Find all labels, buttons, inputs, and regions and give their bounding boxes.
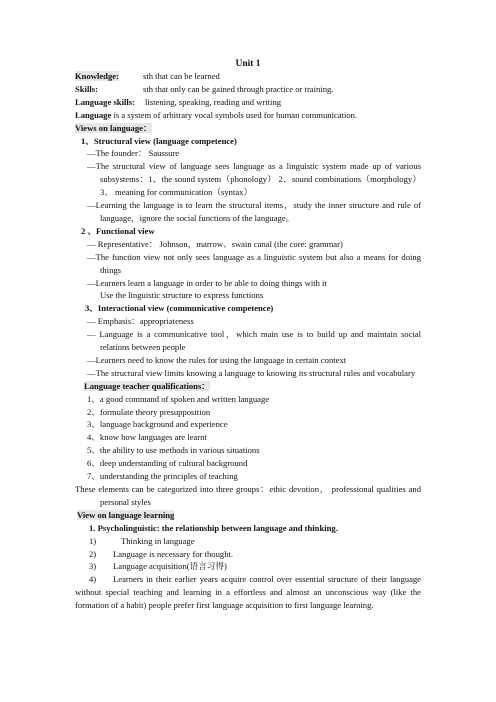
- content-block: [75, 70, 421, 612]
- langskills-text: listening, speaking, reading and writing: [145, 96, 282, 107]
- qualification-item: 4、know how languages are learnt: [87, 432, 207, 443]
- def-language-skills: [75, 96, 421, 109]
- structural-founder: —The founder： Saussure: [87, 148, 180, 159]
- qualification-item: 5、the ability to use methods in various situations: [87, 445, 260, 456]
- functional-heading: 2 、Functional view: [81, 225, 155, 236]
- interactional-heading: 3、Interactional view (communicative competence): [85, 303, 274, 314]
- def-language: [75, 109, 421, 122]
- list-item: [75, 535, 421, 548]
- knowledge-text: sth that can be learned: [143, 71, 220, 81]
- language-text: is a system of arbitrary vocal symbols used for human communication.: [111, 109, 358, 120]
- functional-learners: —Learners learn a language in order to be able to doing things with it: [87, 277, 327, 288]
- qualification-item: 1、a good command of spoken and written language: [87, 393, 270, 404]
- language-label: Language: [75, 109, 112, 120]
- list-item-number: 2): [89, 548, 97, 559]
- structural-learning: —Learning the language is to learn the structural items，study the inner structure and rule of language，ignore the social functions of the language。: [87, 200, 421, 223]
- list-item: [75, 573, 421, 612]
- def-knowledge: [75, 70, 421, 83]
- views-heading: Views on language：: [75, 122, 152, 133]
- list-item-text: Learners in their earlier years acquire control over essential structure of their language without special teaching and learning in a effortless and almost an unconscious way (like the formation of a habit) people prefer first language acquisition to first language learning.: [75, 574, 421, 611]
- qualifications-heading: Language teacher qualifications：: [84, 380, 210, 391]
- structural-heading: 1、Structural view (language competence): [81, 135, 237, 146]
- qualification-item: 3、language background and experience: [87, 419, 228, 430]
- list-item-text: Thinking in language: [121, 535, 195, 546]
- list-item-number: 1): [89, 535, 97, 546]
- views-heading-row: [75, 122, 421, 135]
- skills-text: sth that only can be gained through practice or training.: [143, 83, 334, 94]
- qualification-item: 7、understanding the principles of teaching: [87, 471, 238, 482]
- functional-use: Use the linguistic structure to express functions: [100, 290, 264, 301]
- qualifications-heading-row: [75, 380, 421, 393]
- list-item-number: 3): [89, 561, 97, 572]
- interactional-desc: — Language is a communicative tool，which main use is to build up and maintain social relations between people: [87, 329, 421, 353]
- psycholinguistic-heading: 1. Psycholinguistic: the relationship between language and thinking.: [89, 522, 338, 533]
- list-item-text: Language is necessary for thought.: [113, 548, 234, 559]
- interactional-structural: —The structural view limits knowing a language to knowing its structural rules and vocabulary: [87, 367, 416, 378]
- list-item-text: Language acquisition(语言习得): [113, 561, 227, 572]
- list-item: [75, 548, 421, 561]
- list-item: [75, 560, 421, 573]
- page-title: Unit 1: [235, 59, 261, 69]
- skills-label: Skills:: [75, 83, 98, 94]
- interactional-emphasis: — Emphasis：appropriateness: [87, 316, 194, 327]
- knowledge-label: Knowledge:: [75, 71, 119, 81]
- interactional-learners: —Learners need to know the rules for using the language in certain context: [87, 354, 347, 365]
- langskills-label: Language skills:: [75, 96, 135, 107]
- functional-desc: —The function view not only sees language as a linguistic system but also a means for doing things: [87, 251, 421, 275]
- structural-desc: —The structural view of language sees language as a linguistic system made up of various subsystems：1、the sound system（phonology） 2、sound combinations（morphology） 3、 meaning for communication（syntax）: [87, 161, 421, 198]
- qualification-item: 6、deep understanding of cultural background: [87, 458, 248, 469]
- list-item-number: 4): [89, 574, 97, 585]
- learning-heading: View on language learning: [77, 509, 175, 520]
- functional-reps: — Representative： Johnson，marrow、swain canal (the core: grammar): [87, 238, 343, 249]
- learning-heading-row: [75, 509, 421, 522]
- def-skills: [75, 83, 421, 96]
- qualifications-summary: These elements can be categorized into three groups：ethic devotion， professional qualities and personal styles: [75, 484, 421, 507]
- qualification-item: 2、formulate theory presupposition: [87, 406, 211, 417]
